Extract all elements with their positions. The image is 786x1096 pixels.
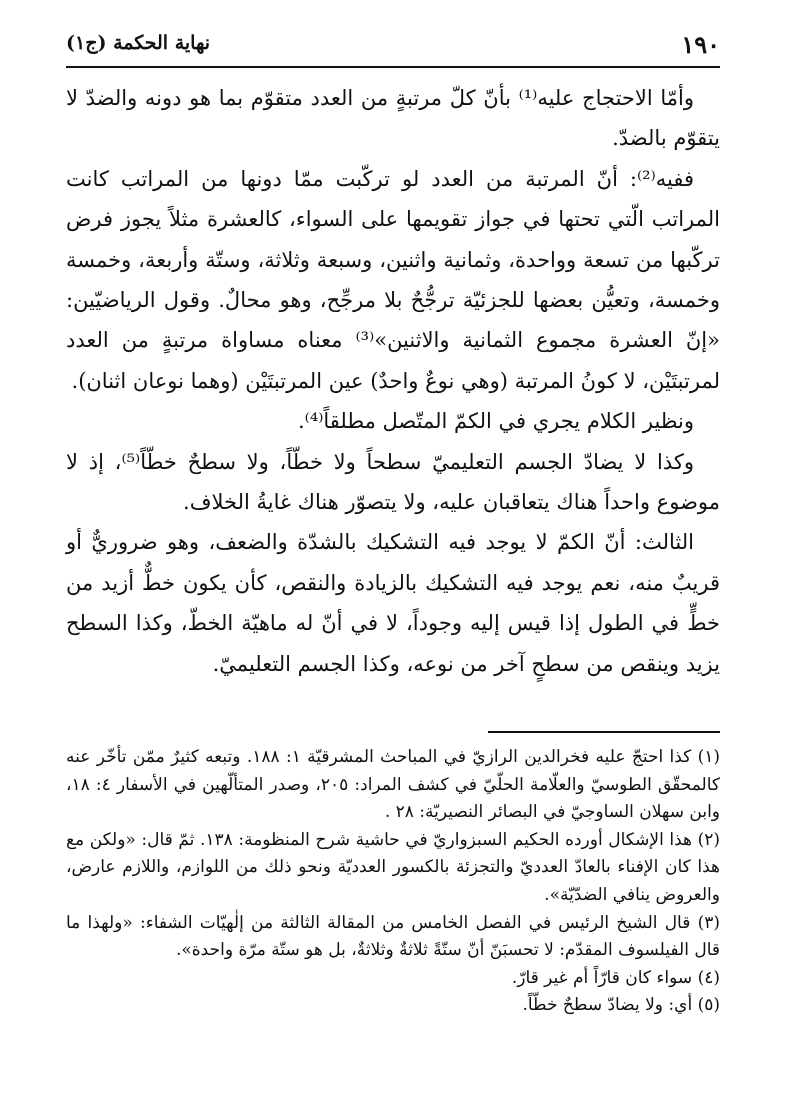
paragraph-third-property: الثالث: أنّ الكمّ لا يوجد فيه التشكيك بالشدّة والضعف، وهو ضروريٌّ أو قريبٌ منه، نعم يوجد فيه التشكيك بالزيادة والنقص، كأن يكون خطٌّ أزيد من خطٍّ في الطول إذا قيس إليه وجوداً، لا في أنّ له ماهيّة الخطّ، وكذا السطح يزيد وينقص من سطحٍ آخر من نوعه، وكذا الجسم التعليميّ.: [66, 530, 720, 676]
paragraph-no-contrariety: وكذا لا يضادّ الجسم التعليميّ سطحاً ولا خطّاً، ولا سطحٌ خطّاً⁽⁵⁾، إذ لا موضوع واحداً هناك يتعاقبان عليه، ولا يتصوّر هناك غايةُ الخلاف.: [66, 449, 720, 515]
footnote-3: (٣) قال الشيخ الرئيس في الفصل الخامس من المقالة الثالثة من إلٰهيّات الشفاء: «ولهذا ما قال الفيلسوف المقدّم: لا تحسبَنّ أنّ ستّةً ثلاثةٌ وثلاثةٌ، بل هو ستّة مرّة واحدة».: [66, 912, 720, 961]
page-number: ١٩٠: [681, 30, 720, 59]
paragraph-argument: وأمّا الاحتجاج عليه⁽¹⁾ بأنّ كلّ مرتبةٍ من العدد متقوّم بما هو دونه والضدّ لا يتقوّم بالضدّ.: [66, 86, 720, 151]
footnote-1: (١) كذا احتجّ عليه فخرالدين الرازيّ في المباحث المشرقيّة ١: ١٨٨. وتبعه كثيرٌ ممّن تأخّر عنه كالمحقّق الطوسيّ والعلّامة الحلّيّ في كشف المراد: ٢٠٥، وصدر المتألّهين في الأسفار ٤: ١٨، وابن سهلان الساوجيّ في البصائر النصيريّة: ٢٨ .: [66, 747, 720, 823]
footnotes: [66, 744, 720, 1020]
footnote-2: (٢) هذا الإشكال أورده الحكيم السبزواريّ في حاشية شرح المنظومة: ١٣٨. ثمّ قال: «ولكن مع هذا كان الإفناء بالعادّ العدديّ والتجزئة بالكسور العدديّة ونحو ذلك من اللوازم، واللازم عارض، والعروض ينافي الضدّيّة».: [66, 829, 720, 905]
page-header: [66, 26, 720, 68]
footnote-4: (٤) سواء كان قارّاً أم غير قارّ.: [511, 967, 720, 988]
footnote-separator: [488, 731, 720, 733]
running-title: نهاية الحكمة (ج١): [66, 32, 211, 54]
footnote-5: (٥) أي: ولا يضادّ سطحٌ خطّاً.: [522, 995, 720, 1016]
paragraph-continuous-quantity: ونظير الكلام يجري في الكمّ المتّصل مطلقاً⁽⁴⁾.: [297, 409, 694, 434]
paragraph-reply: ففيه⁽²⁾: أنّ المرتبة من العدد لو تركّبت ممّا دونها من المراتب كانت المراتب الّتي تحتها في جواز تقويمها على السواء، كالعشرة مثلاً يجوز فرض تركّبها من تسعة وواحدة، وثمانية واثنين، وسبعة وثلاثة، وستّة وأربعة، وخمسة وخمسة، وتعيُّن بعضها للجزئيّة ترجُّحٌ بلا مرجِّح، وهو محالٌ. وقول الرياضيّين: «إنّ العشرة مجموع الثمانية والاثنين»⁽³⁾ معناه مساواة مرتبةٍ من العدد لمرتبتَيْن، لا كونُ المرتبة (وهي نوعٌ واحدٌ) عين المرتبتَيْن (وهما نوعان اثنان).: [66, 166, 720, 393]
main-text: [66, 78, 720, 684]
